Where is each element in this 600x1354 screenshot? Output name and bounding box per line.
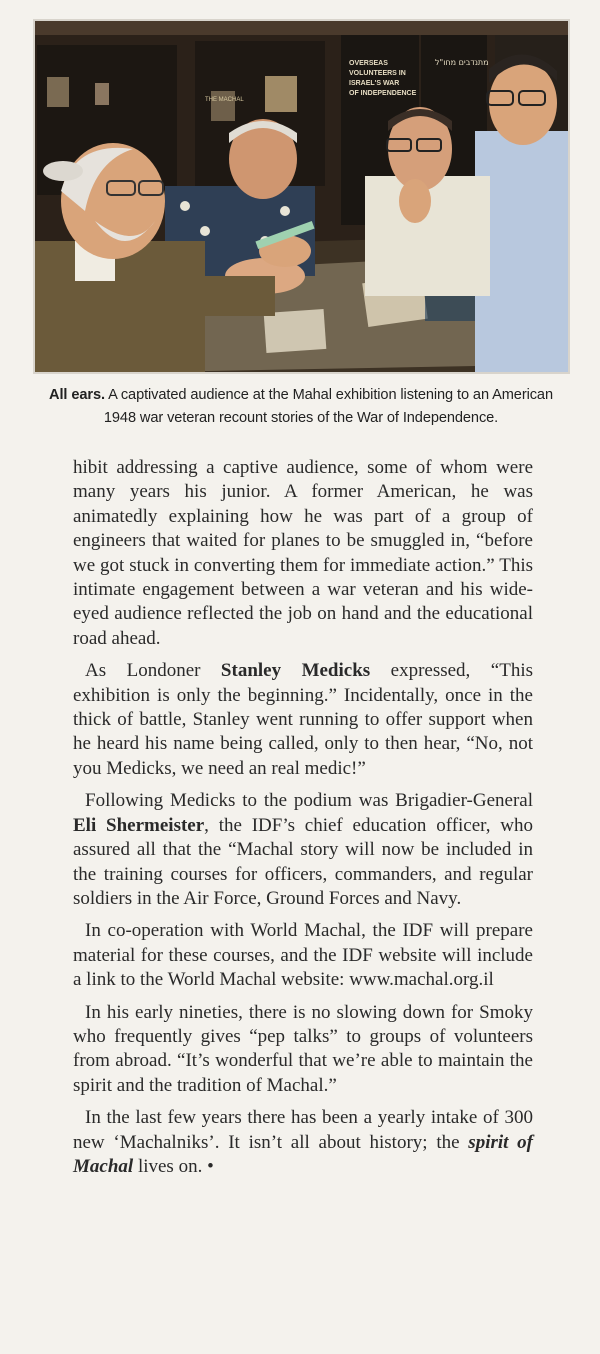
panel-label: THE MACHAL [205,97,244,103]
spirit-of-machal-emphasis: spirit of Machal [73,1131,534,1177]
paragraph-3 [73,789,533,911]
article-body [73,456,533,1187]
photo-caption [40,384,562,430]
paragraph-2 [73,659,533,781]
banner-left-text: OVERSEAS VOLUNTEERS IN ISRAEL'S WAR OF INDEPENDENCE [349,60,417,97]
paragraph-3-part-a: Following Medicks to the podium was Brigadier-General [85,790,533,812]
paragraph-6-part-a: In the last few years there has been a yearly intake of 300 new ‘Machalniks’. It isn’t all about history; the [73,1107,533,1153]
paragraph-6-part-b: lives on. • [133,1155,214,1177]
caption-lead: All ears. [49,387,105,403]
paragraph-2-part-a: As Londoner [85,660,221,682]
article-photo [33,19,570,374]
paragraph-4: In co-operation with World Machal, the IDF will prepare material for these courses, and the IDF website will include a link to the World Machal website: www.machal.org.il [73,920,533,991]
banner-right-text: מתנדבים מחו"ל [435,58,489,67]
name-stanley-medicks: Stanley Medicks [220,660,371,682]
caption-text: A captivated audience at the Mahal exhibition listening to an American 1948 war veteran recount stories of the War of Independence. [103,387,553,426]
paragraph-6 [73,1106,533,1179]
paragraph-5: In his early nineties, there is no slowing down for Smoky who frequently gives “pep talks” to groups of volunteers from abroad. “It’s wonderful that we’re able to maintain the spirit and the tradition of Machal.” [73,1001,533,1096]
paragraph-2-part-b: expressed, “This exhibition is only the beginning.” Incidentally, once in the thick of battle, Stanley went running to offer support when he heard his name being called, only to then hear, “No, not you Medicks, we need an real medic!” [73,660,533,779]
photo-illustration [35,21,568,372]
name-eli-shermeister: Eli Shermeister [73,814,205,836]
paragraph-1: hibit addressing a captive audience, some of whom were many years his junior. A former American, he was animatedly explaining how he was part of a group of engineers that waited for planes to be smuggled in, “before we got stuck in converting them for immediate action.” This intimate engagement between a war veteran and his wide-eyed audience reflected the job on hand and the educational road ahead. [73,457,533,649]
paragraph-3-part-b: , the IDF’s chief education officer, who assured all that the “Machal story will now be included in the training courses for officers, commanders, and regular soldiers in the Air Force, Ground Forces and Navy. [73,814,533,909]
